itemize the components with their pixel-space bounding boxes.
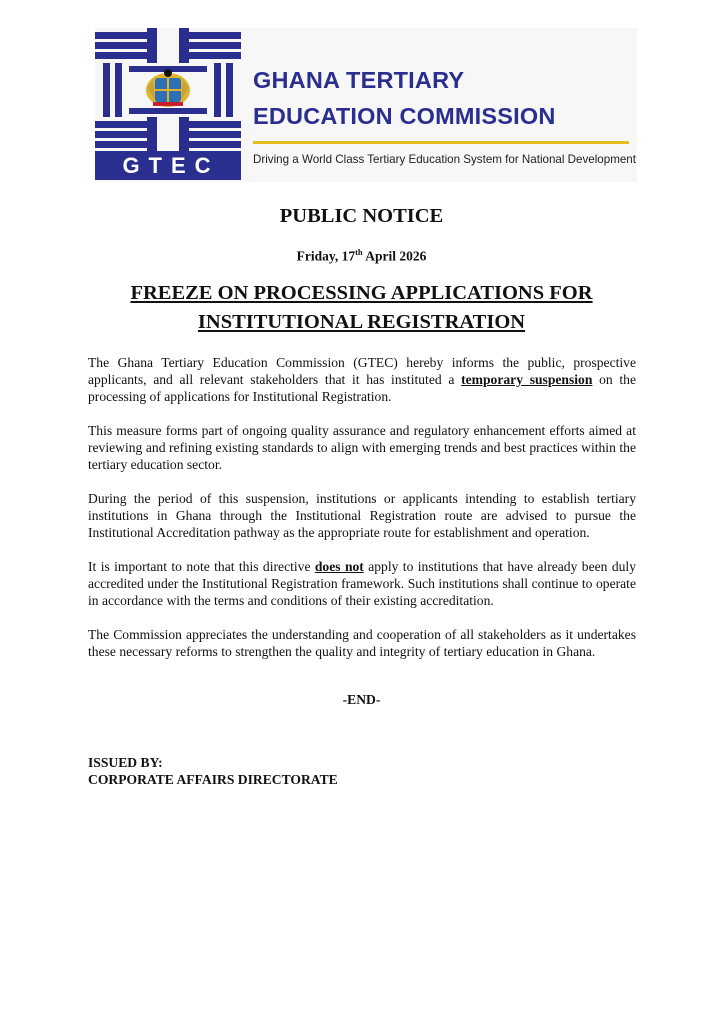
gtec-logo — [95, 28, 241, 180]
end-marker: -END- — [342, 692, 381, 707]
paragraph-4 — [88, 558, 636, 609]
emphasis-temporary-suspension: temporary suspension — [461, 372, 593, 387]
paragraph-1-text-b: on the processing of applications for Institutional Registration. — [88, 372, 637, 404]
notice-headline: FREEZE ON PROCESSING APPLICATIONS FOR INSTITUTIONAL REGISTRATION — [130, 282, 593, 333]
coat-of-arms-icon — [146, 69, 190, 107]
issued-by-label: ISSUED BY: — [88, 755, 163, 770]
notice-body — [88, 354, 636, 677]
gtec-emblem-icon — [95, 28, 241, 152]
tagline: Driving a World Class Tertiary Education System for National Development — [253, 153, 636, 166]
organization-name-line2: EDUCATION COMMISSION — [253, 103, 556, 129]
date-prefix: Friday, 17 — [296, 248, 356, 264]
issuing-directorate: CORPORATE AFFAIRS DIRECTORATE — [88, 772, 338, 787]
paragraph-4-text-a: It is important to note that this directive — [88, 559, 315, 574]
paragraph-1-text-a: The Ghana Tertiary Education Commission (GTEC) hereby informs the public, prospective applicants, and all relevant stakeholders that it has instituted a — [88, 355, 636, 387]
paragraph-1 — [88, 354, 636, 405]
notice-date — [0, 247, 723, 265]
date-rest: April 2026 — [362, 248, 427, 264]
paragraph-2: This measure forms part of ongoing quality assurance and regulatory enhancement efforts aimed at reviewing and refining existing standards to align with emerging trends and best practices within the tertiary education sector. — [88, 423, 636, 472]
paragraph-4-text-b: apply to institutions that have already been duly accredited under the Institutional Registration framework. Such institutions shall continue to operate in accordance with the terms and conditions of their existing accreditation. — [88, 559, 636, 608]
gold-divider — [253, 141, 629, 144]
gtec-logo-text: GTEC — [95, 151, 241, 180]
organization-name-line1: GHANA TERTIARY — [253, 67, 465, 93]
notice-title: PUBLIC NOTICE — [279, 205, 444, 227]
date-ordinal: th — [355, 247, 363, 257]
paragraph-3: During the period of this suspension, institutions or applicants intending to establish tertiary institutions in Ghana through the Institutional Registration route are advised to pursue the Institutional Accreditation pathway as the appropriate route for establishment and operation. — [88, 491, 636, 540]
issued-by-block — [88, 754, 488, 788]
organization-name — [253, 62, 633, 134]
emphasis-does-not: does not — [314, 559, 364, 574]
letterhead — [95, 28, 637, 182]
paragraph-5: The Commission appreciates the understanding and cooperation of all stakeholders as it undertakes these necessary reforms to strengthen the quality and integrity of tertiary education in Ghana. — [88, 627, 636, 659]
